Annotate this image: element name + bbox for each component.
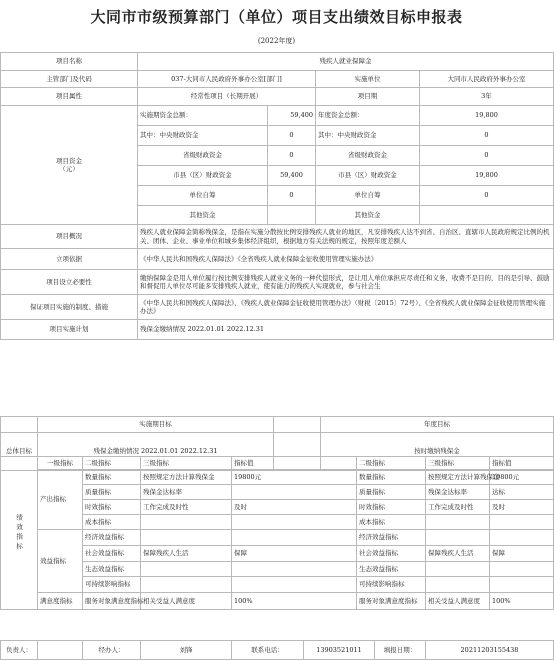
l3b-econ <box>426 530 490 546</box>
l3-time: 工作完成及时性 <box>141 500 232 515</box>
l3b-sustain <box>426 577 490 593</box>
fund-value-other-annual <box>420 206 554 225</box>
fund-label-self-annual: 单位自筹 <box>316 186 420 206</box>
val-sustain <box>232 577 357 593</box>
period-value: 3年 <box>420 88 554 106</box>
l3b-eco <box>426 562 490 577</box>
h-l2b: 二级指标 <box>357 457 426 470</box>
valb-social: 保障 <box>490 546 554 562</box>
necessity-label: 项目设立必要性 <box>1 270 138 295</box>
valb-quantity: 19800元 <box>490 470 554 485</box>
l3b-quality: 残保金达标率 <box>426 485 490 500</box>
l2-time: 时效指标 <box>83 500 141 515</box>
l2b-sustain: 可持续影响指标 <box>357 577 426 593</box>
val-eco <box>232 562 357 577</box>
h-val: 指标值 <box>232 457 357 470</box>
fund-value-central-annual: 0 <box>420 126 554 146</box>
basis-label: 立项依据 <box>1 249 138 270</box>
l2b-quality: 质量指标 <box>357 485 426 500</box>
fund-value-city: 59,400 <box>268 166 316 186</box>
date-value: 20211203155438 <box>426 641 554 660</box>
funds-label-line2: （元） <box>59 165 79 173</box>
valb-cost <box>490 515 554 530</box>
fund-label-province-annual: 省级财政资金 <box>316 146 420 166</box>
project-name-value: 残疾人就业保障金 <box>138 53 554 71</box>
valb-time: 及时 <box>490 500 554 515</box>
l3-econ <box>141 530 232 546</box>
fund-label-total: 实施期资金总额： <box>138 106 268 126</box>
responsible-label: 负责人： <box>1 641 38 660</box>
fund-value-province-annual: 0 <box>420 146 554 166</box>
phone-value: 13903521011 <box>304 641 375 660</box>
l3b-cost <box>426 515 490 530</box>
fund-label-other-annual: 其他资金 <box>316 206 420 225</box>
l2b-cost: 成本指标 <box>357 515 426 530</box>
l2b-time: 时效指标 <box>357 500 426 515</box>
annual-goal-header: 年度目标 <box>321 417 554 433</box>
l2-satisfaction: 服务对象满意度指标 <box>83 593 141 610</box>
h-l3: 三级指标 <box>141 457 232 470</box>
l3b-time: 工作完成及时性 <box>426 500 490 515</box>
val-time: 及时 <box>232 500 357 515</box>
fund-value-other <box>268 206 316 225</box>
fund-label-self: 单位自筹 <box>138 186 268 206</box>
h-valb: 指标值 <box>490 457 554 470</box>
l3-eco <box>141 562 232 577</box>
impl-unit-value: 大同市人民政府外事办公室 <box>420 71 554 88</box>
l2b-quantity: 数量指标 <box>357 470 426 485</box>
funds-label-line1: 项目资金 <box>56 156 82 165</box>
l3-sustain <box>141 577 232 593</box>
dept-value: 037-大同市人民政府外事办公室[部门] <box>138 71 316 88</box>
l3b-social: 保障残疾人生活 <box>426 546 490 562</box>
plan-text: 残保金缴纳情况 2022.01.01 2022.12.31 <box>138 320 554 340</box>
l2-sustain: 可持续影响指标 <box>83 577 141 593</box>
overview-text: 残疾人就业保障金简称残保金，是指在实施分散按比例安排残疾人就业的地区，凡安排残疾人达不到省、自治区、直辖市人民政府规定比例的机关、团体、企业、事业单位和城乡集体经济组织，根据地方有关法规的规定，按照年度差额人 <box>138 225 554 249</box>
group-output: 产出指标 <box>38 470 83 530</box>
val-cost <box>232 515 357 530</box>
footer-table <box>0 640 554 660</box>
l2-eco: 生态效益指标 <box>83 562 141 577</box>
l2-social: 社会效益指标 <box>83 546 141 562</box>
basis-text: 《中华人民共和国残疾人保障法》《全省残疾人就业保障金征收使用管理实施办法》 <box>138 249 554 270</box>
l3-quantity: 按照规定方法计算残保金 <box>141 470 232 485</box>
fund-value-central: 0 <box>268 126 316 146</box>
fund-label-central-annual: 其中：中央财政资金 <box>316 126 420 146</box>
l2b-social: 社会效益指标 <box>357 546 426 562</box>
guarantee-text: 《中华人民共和国残疾人保障法》、《残疾人就业保障金征收使用管理办法》（财税〔2015〕72号）、《全省残疾人就业保障金征收使用管理实施办法》 <box>138 295 554 320</box>
overall-goal-label: 总体目标 <box>1 433 38 471</box>
fund-label-central: 其中：中央财政资金 <box>138 126 268 146</box>
fund-value-city-annual: 19,800 <box>420 166 554 186</box>
l2b-satisfaction: 服务对象满意度指标 <box>357 593 426 610</box>
phone-label: 联系电话： <box>232 641 304 660</box>
h-l3b: 三级指标 <box>426 457 490 470</box>
group-benefit: 效益指标 <box>38 530 83 593</box>
necessity-text: 缴纳保障金是用人单位履行按比例安排残疾人就业义务的一种代偿形式，是让用人单位承担应尽责任和义务，收费不是目的，目的是引导、鼓励和督促用人单位尽可能多安排残疾人就业，使有能力的残疾人实现就业，参与社会生 <box>138 270 554 295</box>
l3-cost <box>141 515 232 530</box>
annual-goal-text: 按时缴纳残保金 <box>321 433 554 471</box>
valb-econ <box>490 530 554 546</box>
l2-quality: 质量指标 <box>83 485 141 500</box>
fund-label-province: 省级财政资金 <box>138 146 268 166</box>
responsible-value <box>38 641 83 660</box>
guarantee-label: 保证项目实施的制度、措施 <box>1 295 138 320</box>
valb-eco <box>490 562 554 577</box>
l3-quality: 残保金达标率 <box>141 485 232 500</box>
fund-value-total: 59,400 <box>268 106 316 126</box>
plan-label: 项目实施计划 <box>1 320 138 340</box>
h-l1: 一级指标 <box>38 457 83 470</box>
l2-quantity: 数量指标 <box>83 470 141 485</box>
fund-value-annual: 19,800 <box>420 106 554 126</box>
h-l2: 二级指标 <box>83 457 141 470</box>
l2b-econ: 经济效益指标 <box>357 530 426 546</box>
l2-cost: 成本指标 <box>83 515 141 530</box>
funds-label <box>1 106 138 225</box>
l3b-satisfaction: 相关受益人满意度 <box>426 593 490 610</box>
impl-goal-header: 实施期目标 <box>38 417 274 433</box>
val-quantity: 19800元 <box>232 470 357 485</box>
project-name-label: 项目名称 <box>1 53 138 71</box>
fund-value-self: 0 <box>268 186 316 206</box>
dept-label: 主管部门及代码 <box>1 71 138 88</box>
fund-label-other: 其他资金 <box>138 206 268 225</box>
l2b-eco: 生态效益指标 <box>357 562 426 577</box>
valb-sustain <box>490 577 554 593</box>
l3-satisfaction: 相关受益人满意度 <box>141 593 232 610</box>
fund-value-province: 0 <box>268 146 316 166</box>
valb-quality: 达标 <box>490 485 554 500</box>
attr-label: 项目属性 <box>1 88 138 106</box>
fund-label-city-annual: 市县（区）财政资金 <box>316 166 420 186</box>
impl-goal-text: 残保金缴纳情况 2022.01.01 2022.12.31 <box>38 433 274 471</box>
perf-section-label: 绩效指标 <box>1 457 38 610</box>
handler-label: 经办人： <box>83 641 141 660</box>
handler-value: 刘锋 <box>141 641 232 660</box>
l3-social: 保障残疾人生活 <box>141 546 232 562</box>
goals-gap <box>274 417 321 433</box>
attr-value: 经常性项目（长期开展） <box>138 88 316 106</box>
val-social: 保障 <box>232 546 357 562</box>
group-satisfaction: 满意度指标 <box>38 593 83 610</box>
form-title: 大同市市级预算部门（单位）项目支出绩效目标申报表 <box>90 8 463 26</box>
goals-corner <box>1 417 38 433</box>
fund-value-self-annual: 0 <box>420 186 554 206</box>
overview-label: 项目概况 <box>1 225 138 249</box>
val-quality <box>232 485 357 500</box>
val-satisfaction: 100% <box>232 593 357 610</box>
valb-satisfaction: 100% <box>490 593 554 610</box>
impl-unit-label: 实施单位 <box>316 71 420 88</box>
period-label: 项目期 <box>316 88 420 106</box>
l3b-quantity: 按照规定方法计算残保金 <box>426 470 490 485</box>
project-info-table <box>0 52 554 340</box>
form-year: (2022年度) <box>257 37 296 45</box>
l2-econ: 经济效益指标 <box>83 530 141 546</box>
val-econ <box>232 530 357 546</box>
perf-table <box>0 456 554 610</box>
fund-label-annual: 年度资金总额： <box>316 106 420 126</box>
date-label: 填报日期： <box>375 641 426 660</box>
fund-label-city: 市县（区）财政资金 <box>138 166 268 186</box>
